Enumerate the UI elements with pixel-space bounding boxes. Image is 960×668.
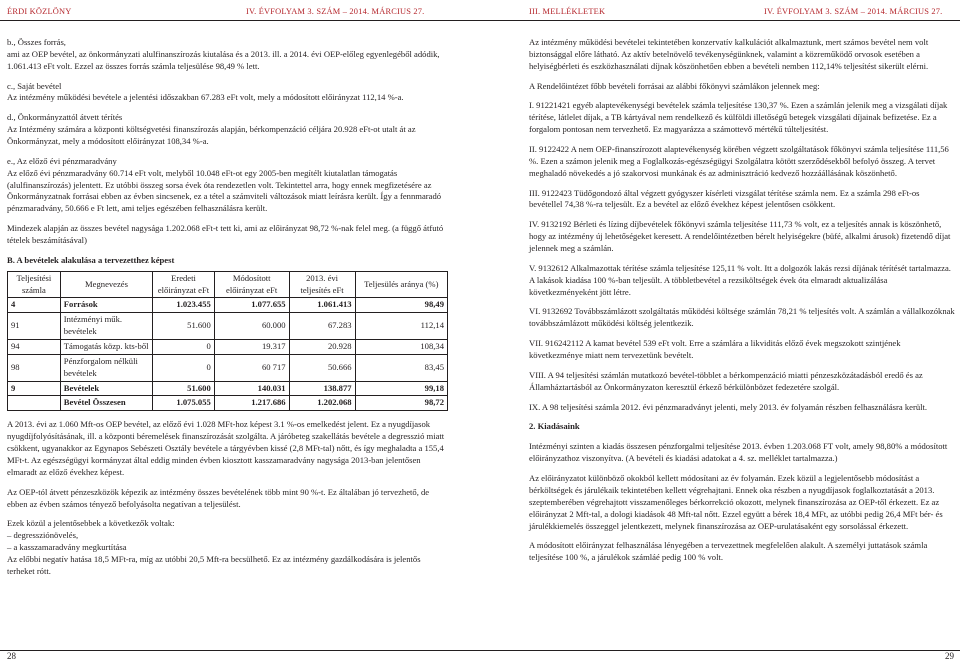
section-2-heading: 2. Kiadásaink bbox=[529, 421, 580, 432]
cell: 138.877 bbox=[289, 381, 355, 396]
cell: Források bbox=[60, 298, 152, 313]
section-title-right: III. MELLÉKLETEK bbox=[529, 7, 606, 16]
section-c-own-revenue bbox=[7, 81, 448, 105]
paragraph-oep-share: Az OEP-tól átvett pénzeszközök képezik az intézmény összes bevételének több mint 90 %-t. Ez általában jó tervezhető, de ebben az évben számos tényező befolyásolta negatívan a teljesülést. bbox=[7, 486, 430, 509]
cell: 108,34 bbox=[355, 340, 447, 355]
cell: 67.283 bbox=[289, 313, 355, 340]
table-row bbox=[8, 354, 448, 381]
list-item: I. 91221421 egyéb alaptevékenységi bevételek számla teljesítése 130,37 %. Ezen a számlán jelenik meg a vizsgálati díjak térítése, látlelet díjak, a TB kártyával nem rendelkező és külföldi illetőségű betegek vizsgálati díjainak befizetése. Ez a forgalom pontosan nem tervezhető. Ez magyarázza a számottevő mértékű túlteljesítést. bbox=[529, 100, 948, 135]
cell: 4 bbox=[8, 298, 61, 313]
page-number-right: 29 bbox=[945, 650, 954, 661]
paragraph-expenditure-usage: A módosított előirányzat felhasználása lényegében a tervezettnek megfelelően alakult. A személyi juttatások számla teljesítése 100 %, a járulékok számláé pedig 100 % volt. bbox=[529, 540, 928, 563]
cell: 112,14 bbox=[355, 313, 447, 340]
issue-info-left: IV. ÉVFOLYAM 3. SZÁM – 2014. MÁRCIUS 27. bbox=[246, 7, 425, 16]
table-row bbox=[8, 298, 448, 313]
cell: 50.666 bbox=[289, 354, 355, 381]
paragraph-conservative: Az intézmény működési bevételei tekintetében konzervatív kalkulációt alkalmaztunk, mert számos bevétel nem volt biztonsággal előre látható. Az aktív betelnövelő tevékenységünknek, valamint a közreműködő orvosok esetében a helyiségbérleti és eszközhasználati díjnak köszönhetően ebben a bevételi nemben 112,14% teljesítést sikerült elérni. bbox=[529, 37, 929, 71]
header-rule bbox=[0, 20, 960, 21]
text-c: Az intézmény működési bevétele a jelentési időszakban 67.283 eFt volt, mely a módosított előirányzat 112,14 %-a. bbox=[7, 92, 404, 103]
heading-d: d., Önkormányzattól átvett térítés bbox=[7, 112, 123, 123]
cell: 0 bbox=[153, 340, 215, 355]
text-d: Az Intézmény számára a központi költségvetési finanszírozás alapján, bérkompenzáció céljára 20.928 eFt-ot utalt át az Önkormányzat, mely a módosított előirányzat 108,34 %-a. bbox=[7, 124, 416, 147]
paragraph-expenditure-total: Intézményi szinten a kiadás összesen pénzforgalmi teljesítése 2013. évben 1.203.068 FT volt, amely 98,80% a módosított előirányzathoz viszonyítva. (A bevételi és kiadási adatokat a 4. sz. melléklet tartalmazza.) bbox=[529, 441, 948, 464]
paragraph-oep-revenue: A 2013. évi az 1.060 Mft-os OEP bevétel, az előző évi 1.028 MFt-hoz képest 3.1 %-os emelkedést jelent. Ez a nyugdíjasok nyugdíjfolyósításának, ill. a központi béremelések finanszírozását szolgálta. A járóbeteg szakellátás bevétele a degresszió miatt csökkent, ugyanakkor az Egynapos Sebészeti Osztály bevétele a tárgyévben kissé (2,8 MFt-tal) nőtt, és így meghaladta a 155,4 MFt-t. Az egészségügyi kormányzat által eddig minden évben kiosztott kasszamaradvány nagysága 2013-ban jelentősen elmaradt az előző évekhez képest. bbox=[7, 419, 445, 477]
table-row bbox=[8, 313, 448, 340]
table-row bbox=[8, 381, 448, 396]
paragraph-main-sources: A Rendelőintézet főbb bevételi forrásai az alábbi főkönyvi számlákon jelennek meg: bbox=[529, 80, 820, 91]
cell: 19.317 bbox=[214, 340, 289, 355]
heading-c: c., Saját bevétel bbox=[7, 80, 62, 91]
paragraph-impact: Az előbbi negatív hatása 18,5 MFt-ra, míg az utóbbi 20,5 Mft-ra becsülhető. Ez az intézmény gazdálkodására is jelentős terheket rótt. bbox=[7, 553, 421, 576]
cell: 1.202.068 bbox=[289, 396, 355, 411]
right-column bbox=[529, 37, 955, 572]
section-d-municipal-transfer bbox=[7, 112, 448, 148]
left-column bbox=[7, 37, 448, 586]
cell: 60.000 bbox=[214, 313, 289, 340]
cell: 20.928 bbox=[289, 340, 355, 355]
cell: 98 bbox=[8, 354, 61, 381]
summary-paragraph: Mindezek alapján az összes bevétel nagysága 1.202.068 eFt-t tett ki, ami az előirányzat 98,72 %-nak felel meg. (a függő átfutó tételek beszámításával) bbox=[7, 223, 444, 246]
text-b: ami az OEP bevétel, az önkormányzati alulfinanszírozás kiutalása és a 2013. ill. a 2014. évi OEP-előleg egyenlegéből adódik, 1.061.413 eFt volt. Ezzel az összes forrás számla teljesülése 98,49 % lett. bbox=[7, 48, 440, 71]
table-header-row bbox=[8, 271, 448, 298]
list-item: VII. 916242112 A kamat bevétel 539 eFt volt. Erre a számlára a likviditás előző évek megszokott szintjének következménye miatt nem tervezetünk bevételt. bbox=[529, 338, 901, 361]
list-item: – degressziónövelés, bbox=[7, 530, 79, 541]
cell: Támogatás közp. kts-ből bbox=[60, 340, 152, 355]
cell: 9 bbox=[8, 381, 61, 396]
heading-e: e., Az előző évi pénzmaradvány bbox=[7, 155, 117, 166]
cell: 94 bbox=[8, 340, 61, 355]
paragraph-factors-intro: Ezek közül a jelentősebbek a következők voltak: bbox=[7, 518, 175, 529]
cell: 1.217.686 bbox=[214, 396, 289, 411]
cell: 51.600 bbox=[153, 381, 215, 396]
journal-title-left: ÉRDI KÖZLÖNY bbox=[7, 7, 72, 16]
list-item: II. 9122422 A nem OEP-finanszírozott alaptevékenység körében végzett szolgáltatások főkönyvi számla teljesítése 111,56 %. Ezen a számon jelenik meg a Foglalkozás-egészségügyi Szolgálatra kötött szerződésekből befolyó összeg. A tervet meghaladó növekedés a jó szakorvosi munkának és az adminisztráció kedvező hozzáállásának köszönhető. bbox=[529, 144, 949, 178]
table-row bbox=[8, 340, 448, 355]
cell: 1.061.413 bbox=[289, 298, 355, 313]
section-b-heading: B. A bevételek alakulása a tervezetthez képest bbox=[7, 254, 175, 265]
heading-b: b., Összes forrás, bbox=[7, 37, 66, 47]
cell bbox=[8, 396, 61, 411]
list-item: III. 9122423 Tüdőgondozó által végzett gyógyszer kísérleti vizsgálat térítése számla nem. Ez a számla 298 eFt-os bevétellel 74,38 %-ra teljesült. Ez a bevétel az előző évekhez képest jelentősen csökkent. bbox=[529, 187, 920, 210]
cell: 60 717 bbox=[214, 354, 289, 381]
col-header: Teljesítési számla bbox=[8, 271, 61, 298]
list-item: V. 9132612 Alkalmazottak térítése számla teljesítése 125,11 % volt. Itt a dolgozók lakás rezsi díjának térítését tartalmazza. A lakások kiadása 100 %-ban teljesült. A többletbevétel a rezsiköltségek évek óta elmaradt aktualizálása következményeként jött létre. bbox=[529, 262, 951, 297]
cell: 51.600 bbox=[153, 313, 215, 340]
paragraph-expenditure-changes: Az előirányzatot különböző okokból kellett módosítani az év folyamán. Ezek közül a legjelentősebb módosítást a bérköltségek és járulékaik tekintetében kellett végrehajtani. Ennek oka részben a nyugdíjasok foglalkoztatását a 2013. szeptemberében végrehajtott visszamenőleges bérkorrekció okozott, melynek finanszírozása az OEP-től érkezett. Ez az előirányzat 2 Mft-tal, a dologi kiadások 48 Mft-tal nőtt. Ezzel együtt a bérek 18,4 MFt, az utóbbi pedig 26,4 MFt bér- és járulékkiemelés összeggel jelentkezett, melynek finanszírozása az OEP-urulatásaként egy sorsolással érkezett. bbox=[529, 473, 943, 531]
footer-rule bbox=[0, 650, 960, 651]
cell: Pénzforgalom nélküli bevételek bbox=[60, 354, 152, 381]
section-e-previous-residue bbox=[7, 156, 448, 215]
cell: 91 bbox=[8, 313, 61, 340]
section-b-total-source bbox=[7, 37, 448, 73]
cell: 98,49 bbox=[355, 298, 447, 313]
list-item: VI. 9132692 Továbbszámlázott szolgáltatás működési költsége számlán 78,21 % teljesítés volt. A számlán a vállalkozóknak továbbszámlázott működési költség jelentkezik. bbox=[529, 306, 955, 329]
col-header: Megnevezés bbox=[60, 271, 152, 298]
col-header: 2013. évi teljesítés eFt bbox=[289, 271, 355, 298]
col-header: Módosított előirányzat eFt bbox=[214, 271, 289, 298]
cell: 1.023.455 bbox=[153, 298, 215, 313]
text-e: Az előző évi pénzmaradvány 60.714 eFt volt, melyből 10.048 eFt-ot egy 2005-ben megítélt kiutalatlan támogatás (alulfinanszírozás) jelentett. Ez utóbbi összeg sorsa évek óta rendezetlen volt. Tekintettel arra, hogy ennek megfizetésére az Önkormányzatnak forrásai ebben az évben sincsenek, ez a tétel a számviteli változások miatt leírásra került. Így a fennmaradó pénzmaradvány, 50.666 e Ft lett, ami teljes egészében felhasználásra került. bbox=[7, 167, 442, 214]
issue-info-right: IV. ÉVFOLYAM 3. SZÁM – 2014. MÁRCIUS 27. bbox=[764, 7, 943, 16]
list-item: IV. 9132192 Bérleti és lízing díjbevételek főkönyvi számla teljesítése 111,73 % volt, ez a teljesítés annak is köszönhető, hogy az intézmény új lehetőségeket keresett. A rendelőintézetben bérelt helyiségekre (büfé, alkalmi árusok) fizetendő díjat jelennek meg a számlán. bbox=[529, 219, 951, 254]
cell: 83,45 bbox=[355, 354, 447, 381]
list-item: – a kasszamaradvány megkurtítása bbox=[7, 542, 127, 553]
page-number-left: 28 bbox=[7, 650, 16, 661]
cell: Bevételek bbox=[60, 381, 152, 396]
col-header: Teljesülés aránya (%) bbox=[355, 271, 447, 298]
cell: Bevétel Összesen bbox=[60, 396, 152, 411]
cell: 0 bbox=[153, 354, 215, 381]
cell: 140.031 bbox=[214, 381, 289, 396]
cell: 1.077.655 bbox=[214, 298, 289, 313]
cell: 99,18 bbox=[355, 381, 447, 396]
cell: 98,72 bbox=[355, 396, 447, 411]
list-item: IX. A 98 teljesítési számla 2012. évi pénzmaradványt jelenti, mely 2013. év folyamán részben felhasználásra került. bbox=[529, 401, 928, 412]
table-row bbox=[8, 396, 448, 411]
list-item: VIII. A 94 teljesítési számlán mutatkozó bevétel-többlet a bérkompenzáció miatti pénzeszközátadásból eredő és az Államháztartásból az Önkormányzaton keresztül érkező bérkülönbözet fedezetére szolgál. bbox=[529, 369, 923, 392]
revenue-table bbox=[7, 271, 448, 412]
cell: Intézményi műk. bevételek bbox=[60, 313, 152, 340]
cell: 1.075.055 bbox=[153, 396, 215, 411]
col-header: Eredeti előirányzat eFt bbox=[153, 271, 215, 298]
